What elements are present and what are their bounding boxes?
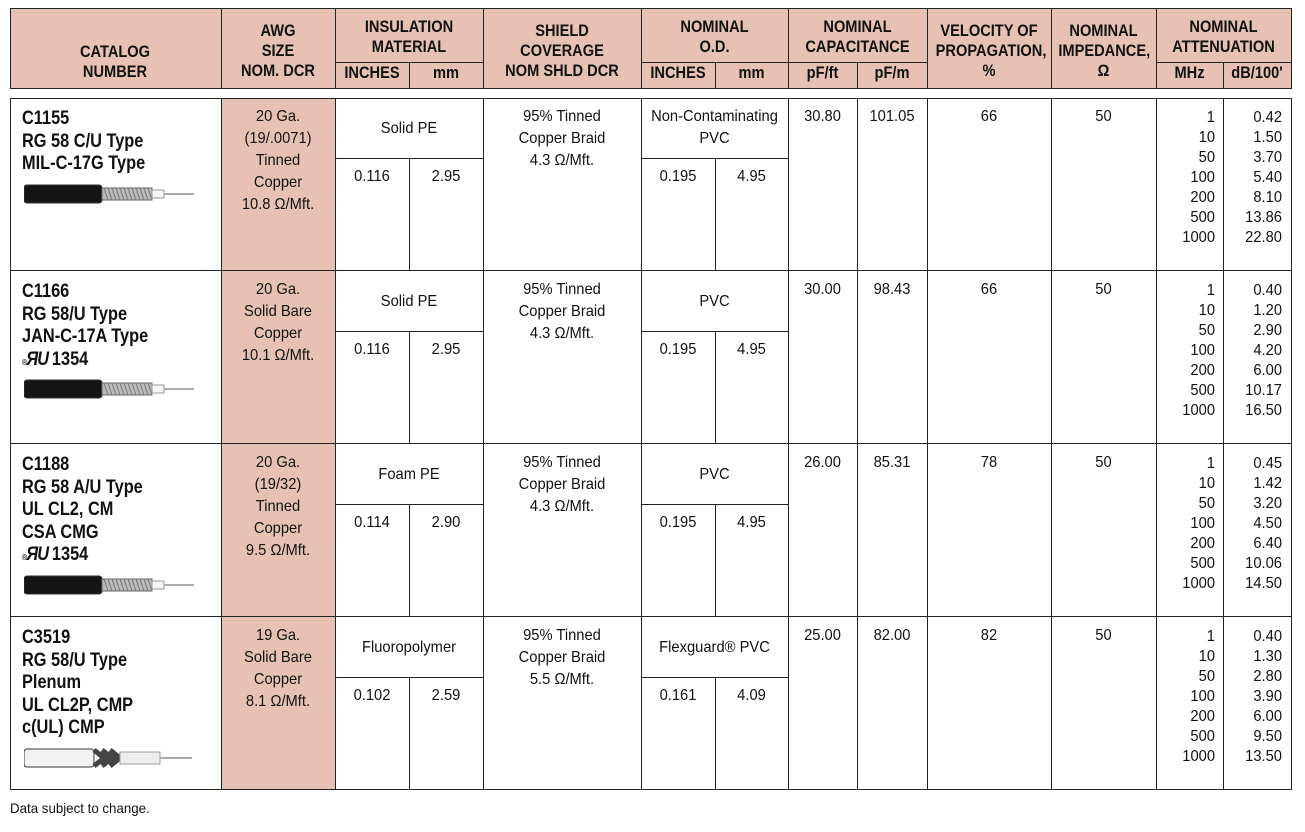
text-line: 13.50 [1245,748,1282,765]
text-line: 4.20 [1253,342,1282,359]
vertical-rule [715,677,716,789]
text-line: 50 [1198,149,1215,166]
catalog-number [22,454,143,570]
od-inches: 0.161 [659,687,697,704]
text-line: 20 Ga. [255,454,301,471]
od-inches: 0.195 [659,514,697,531]
text-line: Tinned [255,498,301,515]
header-awg-size: AWG SIZE NOM. DCR [241,21,315,80]
text-line: 6.40 [1253,535,1282,552]
text-line: PVC [699,130,730,147]
header-cap-pfm: pF/m [874,63,910,82]
text-line: 10.17 [1245,382,1282,399]
capacitance-pf-m: 101.05 [869,108,915,125]
insulation-inches: 0.102 [353,687,391,704]
text-line: 100 [1190,342,1215,359]
vertical-rule [221,8,222,89]
jacket-material [647,464,782,486]
text-line: 95% Tinned [523,281,601,298]
text-line: 200 [1190,362,1215,379]
capacitance-pf-ft: 26.00 [804,454,841,471]
vertical-rule [1051,98,1052,790]
text-line: 100 [1190,688,1215,705]
coax-cable-icon [24,746,196,770]
coax-cable-icon [24,182,196,206]
header-nominal-od: NOMINAL O.D. [680,17,749,56]
capacitance-pf-ft: 30.80 [804,108,841,125]
text-line: 50 [1198,668,1215,685]
insulation-inches: 0.116 [354,168,390,185]
vertical-rule [857,62,858,89]
capacitance-pf-ft: 25.00 [804,627,841,644]
horizontal-rule [10,8,1292,9]
vertical-rule [335,98,336,790]
jacket-material [647,291,782,313]
insulation-material: Foam PE [378,466,440,483]
horizontal-rule [10,789,1292,790]
text-line: 500 [1190,555,1215,572]
ul-listing [22,544,143,570]
header-od-mm: mm [738,63,765,82]
text-line: 9.50 [1253,728,1282,745]
cable-image [24,182,196,211]
text-line: C1188 [22,454,70,475]
text-line: RG 58 A/U Type [22,476,143,498]
text-line: 2.90 [1253,322,1282,339]
vertical-rule [409,677,410,789]
vertical-rule [409,504,410,616]
awg-size-value [226,625,331,713]
text-line: 9.5 Ω/Mft. [245,542,311,559]
text-line: Copper Braid [518,303,606,320]
capacitance-pf-ft: 30.00 [804,281,841,298]
header-att-mhz: MHz [1174,63,1205,82]
insulation-material: Solid PE [380,293,438,310]
text-line: 95% Tinned [523,454,601,471]
header-catalog-number: CATALOG NUMBER [79,42,151,81]
text-line: 10 [1198,302,1215,319]
horizontal-rule [10,98,1292,99]
vertical-rule [1223,98,1224,790]
text-line: 10 [1198,648,1215,665]
ul-logo-icon: ®ЯU [22,544,52,565]
text-line: 3.70 [1253,149,1282,166]
vertical-rule [409,331,410,443]
vertical-rule [409,158,410,270]
header-nominal-impedance: NOMINAL IMPEDANCE, Ω [1058,21,1151,80]
text-line: RG 58/U Type [22,649,128,671]
attenuation-db-list [1227,454,1282,594]
horizontal-rule [10,616,1292,617]
text-line: 10 [1198,475,1215,492]
catalog-number [22,281,148,374]
text-line: C1166 [22,281,70,302]
vertical-rule [221,98,222,790]
text-line: 4.3 Ω/Mft. [529,325,595,342]
vertical-rule [10,8,11,89]
vertical-rule [335,8,336,89]
vertical-rule [1291,98,1292,790]
text-line: 10.06 [1245,555,1282,572]
text-line: 500 [1190,728,1215,745]
text-line: 200 [1190,708,1215,725]
text-line: 3.90 [1253,688,1282,705]
text-line: PVC [699,293,730,310]
insulation-mm: 2.95 [431,341,461,358]
ul-listing-number: 1354 [51,544,89,565]
ul-listing [22,349,148,375]
ul-listing-number: 1354 [51,348,89,370]
text-line: 5.40 [1253,169,1282,186]
text-line: 4.3 Ω/Mft. [529,498,595,515]
text-line: 8.10 [1253,189,1282,206]
velocity-of-propagation: 78 [980,454,998,471]
capacitance-pf-m: 98.43 [873,281,911,298]
velocity-of-propagation: 66 [980,108,998,125]
insulation-mm: 2.90 [431,514,461,531]
insulation-material: Solid PE [380,120,438,137]
od-mm: 4.95 [737,168,766,185]
catalog-number [22,108,145,176]
text-line: 95% Tinned [523,108,601,125]
text-line: RG 58 C/U Type [22,130,144,152]
text-line: 50 [1198,322,1215,339]
text-line: 500 [1190,382,1215,399]
text-line: (19/.0071) [244,130,312,147]
text-line: 1.20 [1253,302,1282,319]
text-line: Copper [253,325,303,342]
text-line: 100 [1190,515,1215,532]
text-line: 1.30 [1253,648,1282,665]
text-line: 200 [1190,189,1215,206]
text-line: Solid Bare [244,303,312,320]
text-line: 0.42 [1253,109,1282,126]
shield-coverage [489,625,634,691]
header-velocity-of-propagation: VELOCITY OF PROPAGATION, % [935,21,1047,80]
text-line: 19 Ga. [255,627,301,644]
text-line: (19/32) [254,476,302,493]
horizontal-rule [10,88,1292,89]
vertical-rule [715,504,716,616]
horizontal-rule [10,443,1292,444]
vertical-rule [1223,62,1224,89]
text-line: 50 [1198,495,1215,512]
text-line: 500 [1190,209,1215,226]
catalog-number [22,627,133,740]
vertical-rule [409,62,410,89]
text-line: 6.00 [1253,362,1282,379]
text-line: PVC [699,466,730,483]
attenuation-mhz-list [1160,627,1215,767]
capacitance-pf-m: 85.31 [873,454,911,471]
text-line: UL CL2P, CMP [22,694,134,716]
vertical-rule [715,158,716,270]
text-line: 1 [1206,282,1215,299]
text-line: RG 58/U Type [22,303,128,325]
od-inches: 0.195 [659,341,697,358]
text-line: Flexguard® PVC [659,639,770,656]
awg-size-value [226,452,331,562]
text-line: 10.8 Ω/Mft. [241,196,315,213]
text-line: Copper [253,671,303,688]
footnote: Data subject to change. [10,800,150,816]
text-line: 1000 [1182,402,1215,419]
od-mm: 4.95 [737,514,766,531]
text-line: Copper Braid [518,649,606,666]
text-line: 0.45 [1253,455,1282,472]
text-line: 1 [1206,455,1215,472]
text-line: 5.5 Ω/Mft. [529,671,595,688]
header-insulation-material: INSULATION MATERIAL [364,17,454,56]
text-line: Copper Braid [518,476,606,493]
shield-coverage [489,279,634,345]
text-line: Tinned [255,152,301,169]
coax-cable-icon [24,377,196,401]
text-line: 10 [1198,129,1215,146]
text-line: UL CL2, CM [22,499,114,520]
shield-coverage [489,452,634,518]
header-shield-coverage: SHIELD COVERAGE NOM SHLD DCR [505,21,619,80]
text-line: Solid Bare [244,649,312,666]
header-nominal-capacitance: NOMINAL CAPACITANCE [805,17,910,56]
vertical-rule [1291,8,1292,89]
horizontal-rule [10,270,1292,271]
text-line: 10.1 Ω/Mft. [241,347,315,364]
jacket-material [647,106,782,150]
vertical-rule [1051,8,1052,89]
velocity-of-propagation: 82 [980,627,998,644]
coax-cable-icon [24,573,196,597]
text-line: MIL-C-17G Type [22,153,146,174]
insulation-inches: 0.116 [354,341,390,358]
text-line: 100 [1190,169,1215,186]
header-insulation-inches: INCHES [344,63,400,82]
cable-image [24,377,196,406]
vertical-rule [927,8,928,89]
ul-logo-icon: ®ЯU [22,348,52,370]
insulation-mm: 2.59 [431,687,461,704]
text-line: 1 [1206,628,1215,645]
text-line: Copper [253,520,303,537]
header-insulation-mm: mm [432,63,459,82]
text-line: 1000 [1182,575,1215,592]
vertical-rule [1156,98,1157,790]
text-line: 2.80 [1253,668,1282,685]
header-cap-pfft: pF/ft [806,63,839,82]
text-line: 22.80 [1245,229,1282,246]
vertical-rule [715,62,716,89]
vertical-rule [788,98,789,790]
awg-size-value [226,279,331,367]
text-line: 95% Tinned [523,627,601,644]
text-line: 0.40 [1253,628,1282,645]
insulation-material: Fluoropolymer [361,639,457,656]
text-line: 6.00 [1253,708,1282,725]
awg-size-value [226,106,331,216]
insulation-inches: 0.114 [354,514,390,531]
vertical-rule [927,98,928,790]
insulation-mm: 2.95 [431,168,461,185]
text-line: 1000 [1182,229,1215,246]
text-line: CSA CMG [22,521,99,543]
text-line: 3.20 [1253,495,1282,512]
header-od-inches: INCHES [650,63,706,82]
text-line: 1.42 [1253,475,1282,492]
text-line: 1 [1206,109,1215,126]
text-line: Copper [253,174,303,191]
text-line: 200 [1190,535,1215,552]
velocity-of-propagation: 66 [980,281,998,298]
attenuation-mhz-list [1160,108,1215,248]
od-mm: 4.09 [737,687,766,704]
text-line: 20 Ga. [255,281,301,298]
attenuation-db-list [1227,108,1282,248]
vertical-rule [715,331,716,443]
text-line: Plenum [22,672,82,693]
od-mm: 4.95 [737,341,766,358]
text-line: 13.86 [1245,209,1282,226]
vertical-rule [1156,8,1157,89]
text-line: 4.3 Ω/Mft. [529,152,595,169]
nominal-impedance: 50 [1095,281,1112,298]
text-line: Copper Braid [518,130,606,147]
vertical-rule [483,98,484,790]
attenuation-db-list [1227,281,1282,421]
vertical-rule [641,8,642,89]
vertical-rule [10,98,11,790]
attenuation-mhz-list [1160,281,1215,421]
jacket-material [647,637,782,659]
text-line: JAN-C-17A Type [22,326,149,347]
header-nominal-attenuation: NOMINAL ATTENUATION [1172,17,1275,56]
text-line: 1000 [1182,748,1215,765]
text-line: 1.50 [1253,129,1282,146]
text-line: Non-Contaminating [651,108,778,125]
nominal-impedance: 50 [1095,108,1112,125]
attenuation-mhz-list [1160,454,1215,594]
od-inches: 0.195 [659,168,697,185]
text-line: 4.50 [1253,515,1282,532]
cable-image [24,746,196,775]
text-line: 16.50 [1245,402,1282,419]
nominal-impedance: 50 [1095,454,1112,471]
text-line: C3519 [22,627,71,648]
header-att-db: dB/100' [1231,63,1283,82]
capacitance-pf-m: 82.00 [873,627,911,644]
vertical-rule [788,8,789,89]
text-line: c(UL) CMP [22,717,105,738]
vertical-rule [483,8,484,89]
text-line: 0.40 [1253,282,1282,299]
shield-coverage [489,106,634,172]
text-line: C1155 [22,108,70,129]
nominal-impedance: 50 [1095,627,1112,644]
cable-image [24,573,196,602]
text-line: 14.50 [1245,575,1282,592]
text-line: 20 Ga. [255,108,301,125]
text-line: 8.1 Ω/Mft. [245,693,311,710]
attenuation-db-list [1227,627,1282,767]
vertical-rule [641,98,642,790]
vertical-rule [857,98,858,790]
